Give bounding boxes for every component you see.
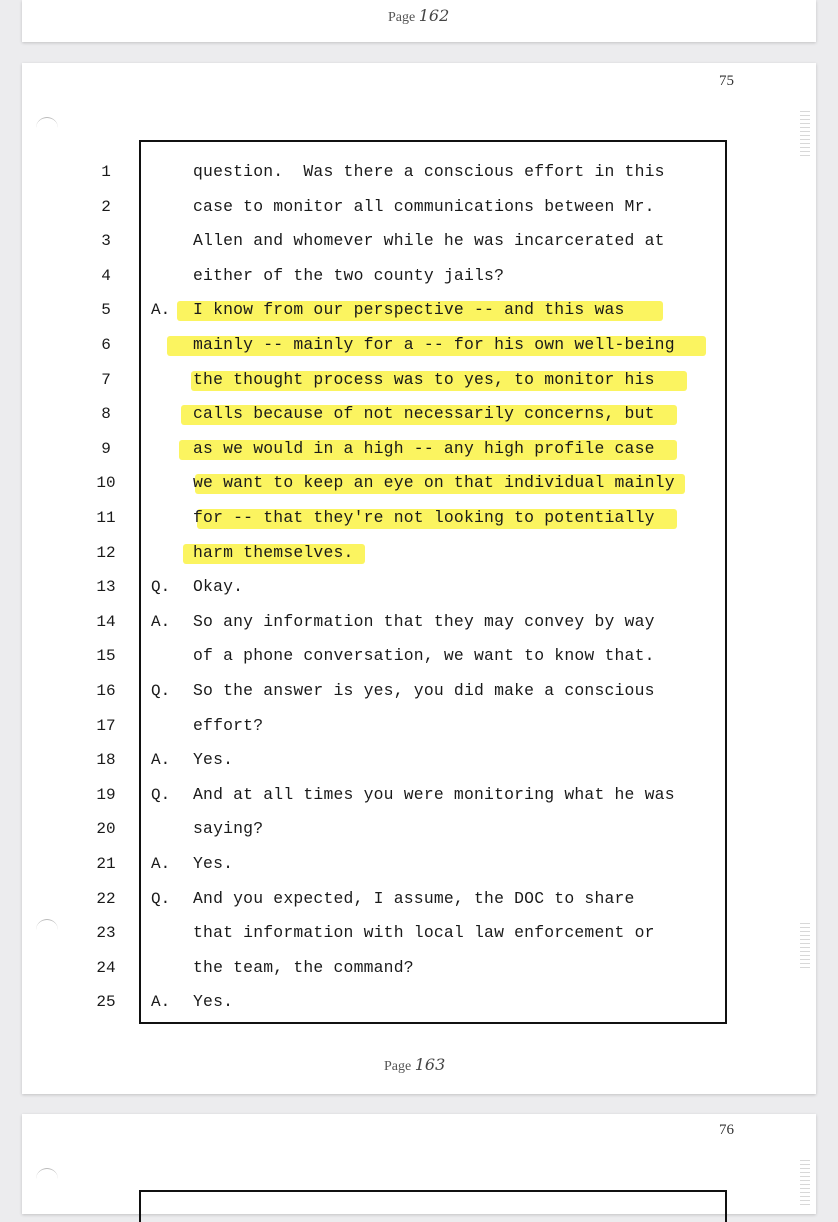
previous-page	[22, 0, 816, 42]
line-text: harm themselves.	[193, 542, 354, 562]
transcript-box	[96, 140, 727, 1024]
transcript-line	[101, 363, 725, 397]
page-footer	[384, 1055, 445, 1075]
line-number: 25	[96, 993, 116, 1012]
transcript-line	[101, 259, 725, 293]
line-number: 1	[101, 163, 111, 181]
transcript-line	[96, 605, 725, 639]
line-number: 20	[96, 820, 116, 839]
line-text: of a phone conversation, we want to know that.	[193, 646, 655, 666]
line-text: either of the two county jails?	[193, 265, 505, 285]
line-number: 2	[101, 197, 111, 216]
speaker-marker: A.	[151, 855, 171, 873]
line-text: case to monitor all communications between Mr.	[193, 196, 655, 216]
line-number: 6	[101, 336, 111, 354]
line-number: 24	[96, 958, 116, 977]
transcript-line	[101, 293, 725, 327]
line-number: 21	[96, 855, 116, 873]
line-number: 9	[101, 439, 111, 458]
line-text: effort?	[193, 715, 264, 735]
transcript-line	[101, 224, 725, 258]
transcript-line	[96, 639, 725, 673]
transcript-line	[96, 778, 725, 812]
line-text: the team, the command?	[193, 957, 414, 977]
previous-page-footer	[388, 6, 449, 26]
margin-mark	[800, 1160, 810, 1206]
line-text: I know from our perspective -- and this was	[193, 300, 625, 320]
transcript-line	[96, 812, 725, 846]
transcript-line	[96, 501, 725, 535]
line-number: 17	[96, 716, 116, 735]
line-text: Okay.	[193, 577, 244, 597]
transcript-line	[96, 847, 725, 881]
line-number: 10	[96, 474, 116, 493]
next-page-number: 76	[719, 1122, 734, 1138]
next-transcript-box	[139, 1190, 727, 1222]
margin-mark	[800, 923, 810, 969]
punch-hole-mark	[36, 1168, 58, 1181]
page-footer-number: 163	[414, 1055, 446, 1074]
transcript-line	[96, 674, 725, 708]
line-text: that information with local law enforcement or	[193, 923, 655, 943]
next-page	[22, 1114, 816, 1214]
line-text: saying?	[193, 819, 264, 839]
line-number: 16	[96, 682, 116, 700]
punch-hole-mark	[36, 919, 58, 932]
line-text: the thought process was to yes, to monitor his	[193, 369, 655, 389]
previous-page-footer-label: Page	[388, 10, 416, 25]
line-number: 3	[101, 232, 111, 251]
line-number: 14	[96, 612, 116, 631]
line-text: Yes.	[193, 854, 234, 873]
transcript-line	[96, 951, 725, 985]
transcript-line	[96, 709, 725, 743]
line-text: Yes.	[193, 992, 234, 1012]
line-number: 15	[96, 647, 116, 666]
line-number: 13	[96, 578, 116, 597]
line-number: 8	[101, 405, 111, 424]
line-text: question. Was there a conscious effort in this	[193, 162, 665, 181]
line-text: So any information that they may convey by way	[193, 611, 655, 631]
line-number: 5	[101, 301, 111, 320]
line-text: for -- that they're not looking to potentially	[193, 508, 655, 527]
line-text: Allen and whomever while he was incarcerated at	[193, 231, 665, 251]
line-number: 19	[96, 785, 116, 804]
margin-mark	[800, 111, 810, 157]
line-text: So the answer is yes, you did make a conscious	[193, 681, 655, 700]
line-number: 12	[96, 543, 116, 562]
line-number: 22	[96, 889, 116, 908]
transcript-line	[96, 743, 725, 777]
line-number: 23	[96, 924, 116, 943]
speaker-marker: Q.	[151, 682, 171, 700]
transcript-page	[22, 63, 816, 1094]
line-number: 18	[96, 751, 116, 770]
previous-page-footer-number: 162	[418, 6, 450, 25]
speaker-marker: A.	[151, 612, 171, 631]
line-text: mainly -- mainly for a -- for his own well-being	[193, 335, 675, 354]
transcript-line	[101, 190, 725, 224]
speaker-marker: Q.	[151, 785, 171, 804]
punch-hole-mark	[36, 117, 58, 130]
transcript-line	[101, 397, 725, 431]
line-text: calls because of not necessarily concerns, but	[193, 404, 655, 424]
page-footer-label: Page	[384, 1059, 412, 1074]
line-number: 7	[101, 370, 111, 389]
transcript-line	[96, 466, 725, 500]
page-number: 75	[719, 73, 734, 89]
speaker-marker: Q.	[151, 578, 171, 597]
line-text: And you expected, I assume, the DOC to share	[193, 888, 635, 908]
transcript-line	[101, 432, 725, 466]
transcript-line	[101, 155, 725, 189]
transcript-line	[96, 536, 725, 570]
line-text: as we would in a high -- any high profile case	[193, 438, 655, 458]
transcript-line	[96, 985, 725, 1019]
line-text: And at all times you were monitoring what he was	[193, 784, 675, 804]
speaker-marker: A.	[151, 301, 171, 320]
speaker-marker: A.	[151, 751, 171, 770]
transcript-line	[96, 916, 725, 950]
transcript-line	[101, 328, 725, 362]
line-number: 4	[101, 266, 111, 285]
transcript-line	[96, 882, 725, 916]
line-text: we want to keep an eye on that individual mainly	[193, 473, 675, 493]
line-number: 11	[96, 509, 116, 527]
speaker-marker: Q.	[151, 889, 171, 908]
line-text: Yes.	[193, 750, 234, 770]
transcript-line	[96, 570, 725, 604]
speaker-marker: A.	[151, 993, 171, 1012]
